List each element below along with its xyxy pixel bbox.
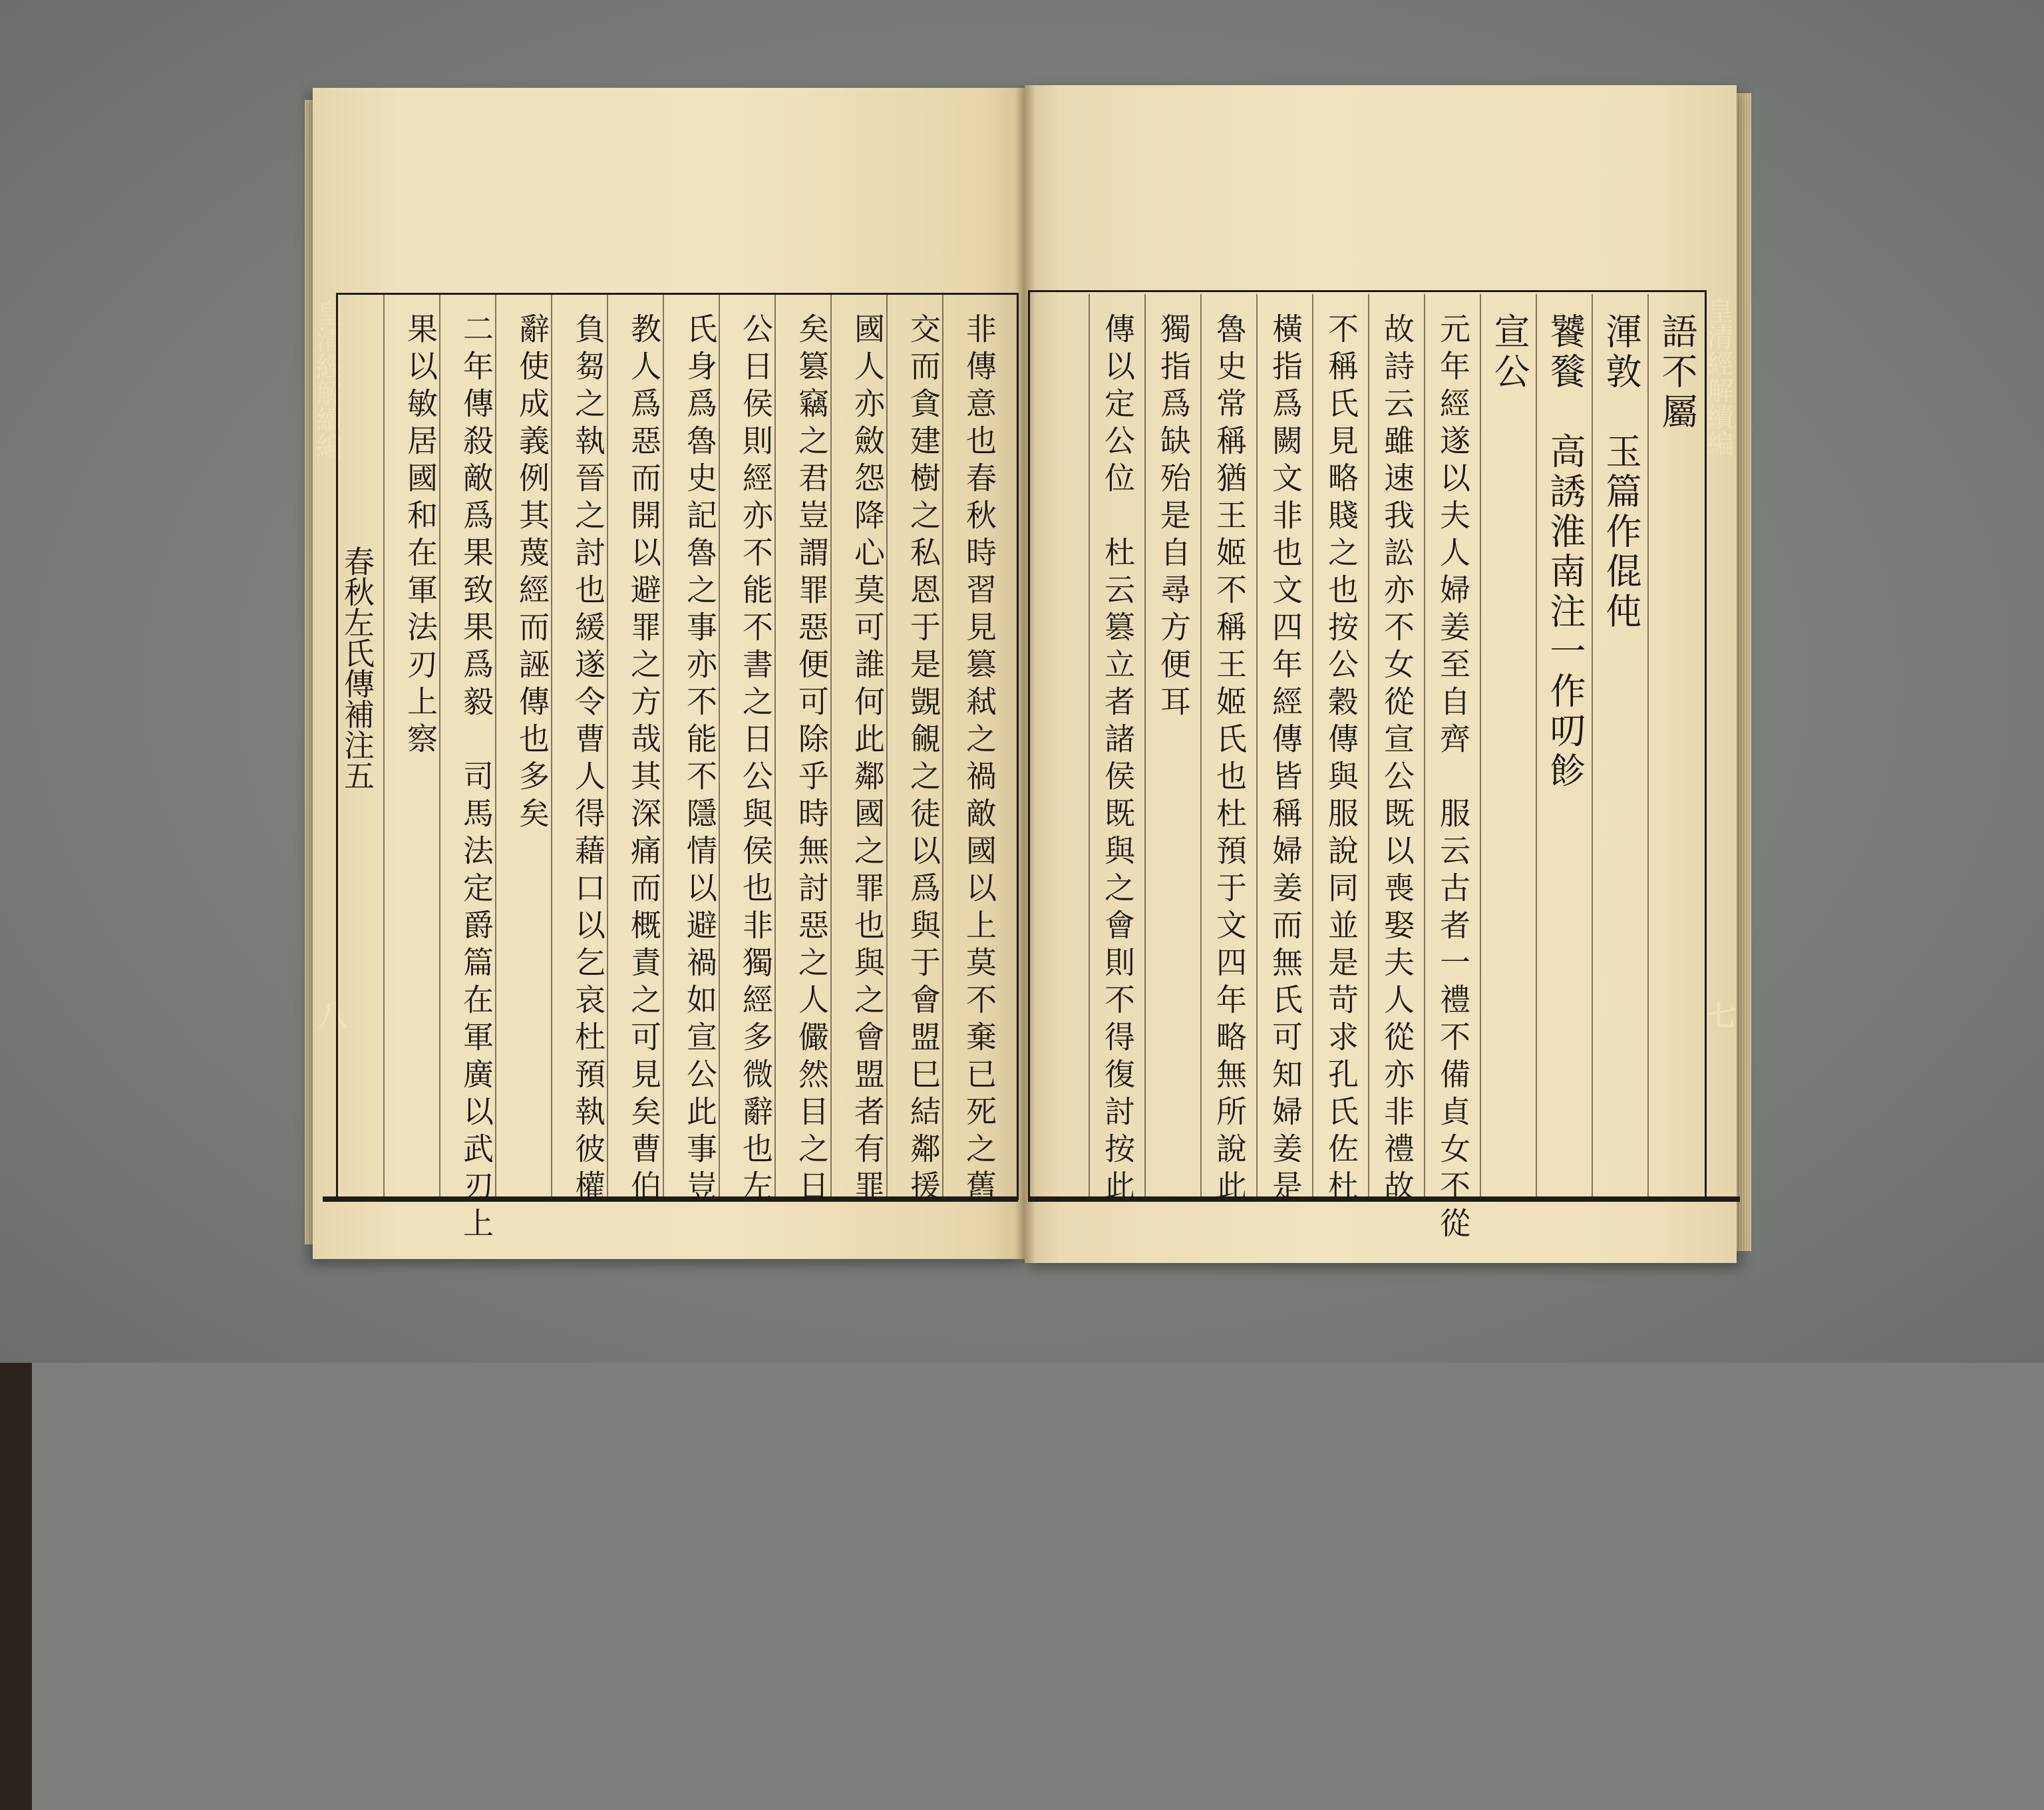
right-column-rule: [1089, 294, 1090, 1196]
left-text-column-5: 公日侯則經亦不能不書之日公與侯也非獨經多微辭也左: [738, 313, 774, 1207]
right-text-column-6: 故詩云雖速我訟亦不女從宣公既以喪娶夫人從亦非禮故: [1379, 313, 1415, 1207]
left-text-column-4: 矣篡竊之君豈謂罪惡便可除乎時無討惡之人儼然目之日: [794, 313, 830, 1207]
left-text-column-7: 教人爲惡而開以避罪之方哉其深痛而概責之可見矣曹伯: [626, 313, 662, 1207]
left-margin-subtitle: 春秋左氏傳補注五: [339, 546, 375, 791]
left-text-column-3: 國人亦斂怨降心莫可誰何此鄰國之罪也與之會盟者有罪: [850, 313, 886, 1207]
right-text-column-3: 饕餮 高誘淮南注一作叨飻: [1544, 313, 1586, 792]
right-text-column-10: 獨指爲缺殆是自尋方便耳: [1156, 313, 1192, 723]
right-text-column-9: 魯史常稱猶王姬不稱王姬氏也杜預于文四年略無所說此: [1212, 313, 1248, 1207]
right-column-rule: [1144, 294, 1146, 1196]
left-text-column-9: 辭使成義例其蔑經而誣傳也多矣: [514, 313, 550, 834]
right-text-column-2: 渾敦 玉篇作倱伅: [1600, 313, 1642, 632]
right-text-column-8: 橫指爲闕文非也文四年經傳皆稱婦姜而無氏可知婦姜是: [1268, 313, 1303, 1207]
right-column-rule: [1256, 294, 1258, 1196]
right-column-rule: [1200, 294, 1202, 1196]
right-text-column-4: 宣公: [1488, 313, 1530, 393]
left-text-column-1: 非傳意也春秋時習見篡弒之禍敵國以上莫不棄已死之舊: [961, 313, 997, 1207]
right-text-column-7: 不稱氏見略賤之也按公穀傳與服說同並是苛求孔氏佐杜: [1323, 313, 1359, 1207]
right-column-rule: [1480, 294, 1481, 1196]
right-text-column-11: 傳以定公位 杜云篡立者諸侯既與之會則不得復討按此: [1100, 313, 1136, 1207]
left-text-column-10: 二年傳殺敵爲果致果爲毅 司馬法定爵篇在軍廣以武刃上: [458, 313, 494, 1244]
left-text-column-6: 氏身爲魯史記魯之事亦不能不隱情以避禍如宣公此事豈: [682, 313, 718, 1207]
left-text-column-2: 交而貪建樹之私恩于是覬覦之徒以爲與于會盟巳結鄰援: [906, 313, 941, 1207]
right-column-rule: [1647, 294, 1649, 1196]
left-column-rule: [383, 294, 385, 1196]
right-column-rule: [1592, 294, 1593, 1196]
right-column-rule: [1536, 294, 1537, 1196]
right-text-column-1: 語不屬: [1656, 313, 1698, 433]
right-column-rule: [1424, 294, 1425, 1196]
right-column-rule: [1368, 294, 1369, 1196]
right-folio: 七: [1707, 999, 1737, 1033]
left-folio: 八: [318, 999, 347, 1033]
left-text-column-8: 負芻之執晉之討也緩遂令曹人得藉口以乞哀杜預執彼權: [570, 313, 606, 1207]
right-margin-title: 皇清經解續編: [1703, 297, 1733, 456]
left-margin-title: 皇清經解續編: [312, 299, 343, 459]
right-column-rule: [1312, 294, 1313, 1196]
left-text-column-11: 果以敏居國和在軍法刃上察: [403, 313, 438, 760]
right-text-column-5: 元年經遂以夫人婦姜至自齊 服云古者一禮不備貞女不從: [1435, 313, 1471, 1244]
